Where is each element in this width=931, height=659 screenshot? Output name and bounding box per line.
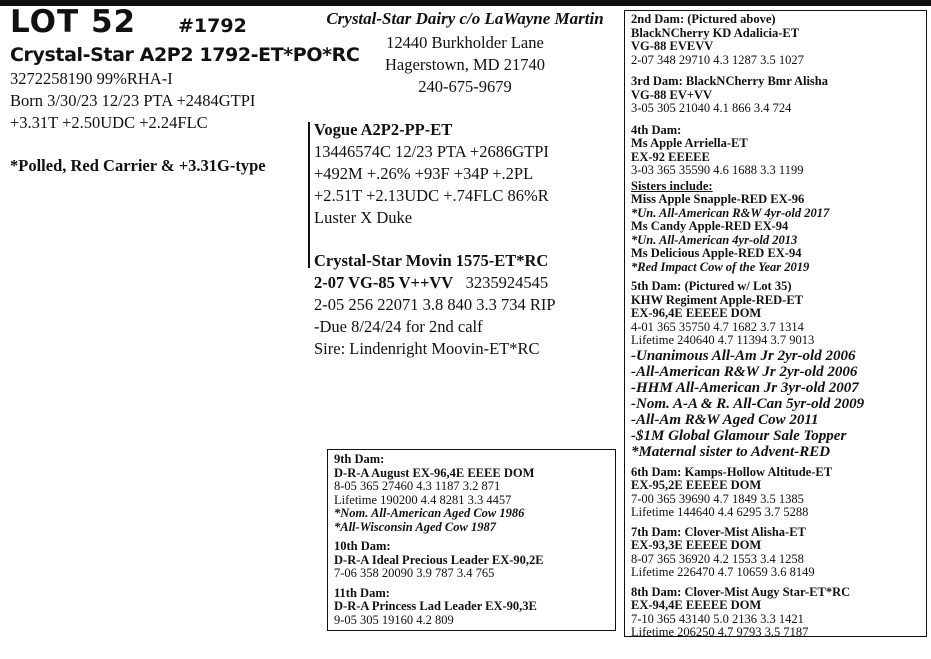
- dam-record: 7-10 365 43140 5.0 2136 3.3 1421: [631, 611, 804, 626]
- dam-honor: -All-Am R&W Aged Cow 2011: [631, 411, 819, 428]
- animal-name: Crystal-Star A2P2 1792-ET*PO*RC: [10, 44, 360, 66]
- dam-record: Lifetime 206250 4.7 9793 3.5 7187: [631, 625, 809, 639]
- sister-name: Ms Candy Apple-RED EX-94: [631, 219, 789, 233]
- dam-reg: 3235924545: [465, 273, 549, 292]
- dam-honor: -All-American R&W Jr 2yr-old 2006: [631, 363, 858, 380]
- dam-honor: *Nom. All-American Aged Cow 1986: [334, 506, 525, 520]
- consignor-city: Hagerstown, MD 21740: [385, 55, 545, 74]
- lot-number: LOT 52: [10, 4, 137, 40]
- consignor-street: 12440 Burkholder Lane: [386, 33, 544, 52]
- dam-class: EX-93,3E EEEEE DOM: [631, 538, 762, 552]
- dam-heading: 8th Dam: Clover-Mist Augy Star-ET*RC: [631, 584, 851, 599]
- dam-heading: 4th Dam:: [631, 122, 682, 137]
- dam-class: VG-88 EV+VV: [631, 87, 713, 102]
- sire-name: Vogue A2P2-PP-ET: [314, 120, 453, 139]
- dam-honor: *All-Wisconsin Aged Cow 1987: [334, 519, 496, 534]
- sister-honor: *Red Impact Cow of the Year 2019: [631, 259, 810, 274]
- dam-record: Lifetime 190200 4.4 8281 3.3 4457: [334, 492, 512, 507]
- dam-heading: 5th Dam: (Pictured w/ Lot 35): [631, 279, 792, 293]
- dam-record: 8-05 365 27460 4.3 1187 3.2 871: [334, 479, 501, 493]
- dam-record: 7-06 358 20090 3.9 787 3.4 765: [334, 566, 495, 580]
- dam-class: EX-95,2E EEEEE DOM: [631, 478, 762, 492]
- dam-honor: *Maternal sister to Advent-RED: [631, 443, 831, 460]
- dam-heading: 10th Dam:: [334, 539, 391, 553]
- dam-heading: 11th Dam:: [334, 585, 390, 600]
- dam-honor: -$1M Global Glamour Sale Topper: [631, 427, 847, 444]
- dam-record: 2-07 348 29710 4.3 1287 3.5 1027: [631, 52, 804, 67]
- dam-record: Lifetime 240640 4.7 11394 3.7 9013: [631, 333, 815, 347]
- sire-line: Luster X Duke: [314, 208, 413, 227]
- dam-line: 2-05 256 22071 3.8 840 3.3 734 RIP: [314, 295, 556, 314]
- sister-honor: *Un. All-American R&W 4yr-old 2017: [631, 205, 830, 220]
- sisters-heading: Sisters include:: [631, 178, 713, 193]
- dam-honor: -HHM All-American Jr 3yr-old 2007: [631, 379, 859, 396]
- dam-line: Sire: Lindenright Moovin-ET*RC: [314, 339, 540, 358]
- divider-line: [308, 122, 310, 268]
- pta-line: +3.31T +2.50UDC +2.24FLC: [10, 113, 208, 132]
- dam-name: Ms Apple Arriella-ET: [631, 136, 748, 150]
- dam-record: 9-05 305 19160 4.2 809: [334, 612, 454, 627]
- dam-heading: 3rd Dam: BlackNCherry Bmr Alisha: [631, 74, 828, 88]
- dam-record: Lifetime 226470 4.7 10659 3.6 8149: [631, 565, 815, 579]
- born-line: Born 3/30/23 12/23 PTA +2484GTPI: [10, 91, 256, 110]
- dam-block: [314, 250, 556, 360]
- dam-name: BlackNCherry KD Adalicia-ET: [631, 25, 800, 40]
- dam-heading: 6th Dam: Kamps-Hollow Altitude-ET: [631, 464, 833, 479]
- consignor-name: Crystal-Star Dairy c/o LaWayne Martin: [326, 9, 604, 28]
- dam-line: -Due 8/24/24 for 2nd calf: [314, 317, 483, 336]
- dam-class: EX-94,4E EEEEE DOM: [631, 598, 762, 612]
- deep-pedigree-box: [327, 449, 616, 631]
- dam-honor: -Nom. A-A & R. All-Can 5yr-old 2009: [631, 395, 865, 412]
- dam-class: VG-88 EVEVV: [631, 39, 714, 53]
- dam-record: 3-03 365 35590 4.6 1688 3.3 1199: [631, 163, 804, 177]
- dam-record: Lifetime 144640 4.4 6295 3.7 5288: [631, 505, 809, 519]
- dam-heading: 2nd Dam: (Pictured above): [631, 12, 776, 26]
- dam-class: 2-07 VG-85 V++VV: [314, 273, 454, 292]
- maternal-pedigree-box: [624, 10, 927, 637]
- dam-name: Crystal-Star Movin 1575-ET*RC: [314, 251, 549, 270]
- sister-honor: *Un. All-American 4yr-old 2013: [631, 232, 798, 247]
- animal-number: #1792: [178, 15, 247, 37]
- sire-block: [314, 119, 549, 229]
- dam-record: 4-01 365 35750 4.7 1682 3.7 1314: [631, 319, 804, 334]
- registration-line: 3272258190 99%RHA-I: [10, 69, 173, 88]
- dam-honor: -Unanimous All-Am Jr 2yr-old 2006: [631, 347, 856, 364]
- dam-name: D-R-A August EX-96,4E EEEE DOM: [334, 465, 535, 480]
- dam-name: D-R-A Princess Lad Leader EX-90,3E: [334, 599, 537, 613]
- dam-heading: 9th Dam:: [334, 452, 385, 466]
- dam-heading: 7th Dam: Clover-Mist Alisha-ET: [631, 524, 806, 539]
- consignor-block: [316, 8, 614, 98]
- dam-class: EX-96,4E EEEEE DOM: [631, 306, 762, 320]
- sire-line: 13446574C 12/23 PTA +2686GTPI: [314, 142, 549, 161]
- consignor-phone: 240-675-9679: [418, 77, 512, 96]
- sister-name: Miss Apple Snapple-RED EX-96: [631, 192, 805, 206]
- dam-class: EX-92 EEEEE: [631, 149, 710, 164]
- dam-name: KHW Regiment Apple-RED-ET: [631, 292, 803, 307]
- dam-record: 8-07 365 36920 4.2 1553 3.4 1258: [631, 551, 804, 566]
- dam-record: 3-05 305 21040 4.1 866 3.4 724: [631, 101, 792, 115]
- sire-line: +2.51T +2.13UDC +.74FLC 86%R: [314, 186, 549, 205]
- dam-record: 7-00 365 39690 4.7 1849 3.5 1385: [631, 491, 804, 506]
- top-border: [0, 0, 931, 6]
- dam-name: D-R-A Ideal Precious Leader EX-90,2E: [334, 552, 544, 567]
- polled-note: *Polled, Red Carrier & +3.31G-type: [10, 156, 266, 175]
- sister-name: Ms Delicious Apple-RED EX-94: [631, 246, 802, 260]
- sire-line: +492M +.26% +93F +34P +.2PL: [314, 164, 534, 183]
